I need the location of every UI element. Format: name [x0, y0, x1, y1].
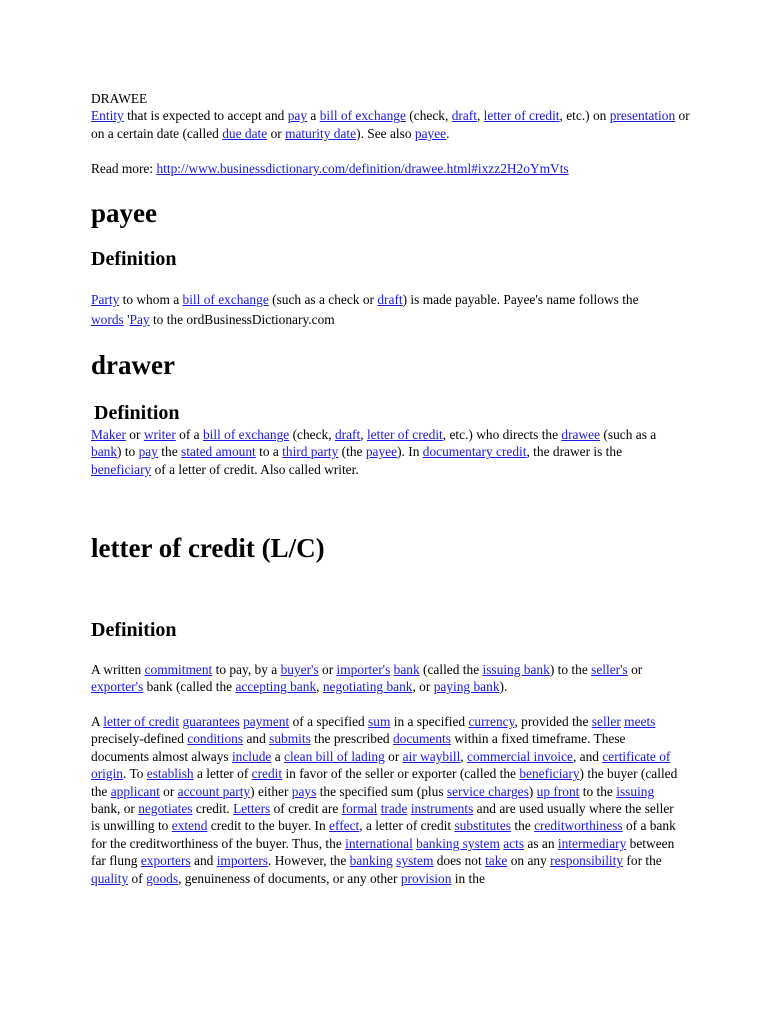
term-link[interactable]: payee [365, 444, 398, 460]
term-link[interactable]: responsibility [550, 853, 624, 869]
term-link[interactable]: seller [591, 714, 621, 729]
body-text: , [360, 427, 367, 442]
term-link[interactable]: certificate of origin [91, 748, 671, 782]
payee-definition-label: Definition [91, 248, 177, 270]
term-link[interactable]: payee [414, 125, 447, 141]
body-text: credit. [192, 801, 234, 817]
term-link[interactable]: paying bank [433, 679, 500, 695]
term-link[interactable]: establish [146, 766, 194, 782]
term-link[interactable]: acts [503, 835, 525, 851]
loc-heading: letter of credit (L/C) [91, 533, 325, 563]
drawee-section [91, 90, 691, 142]
term-link[interactable]: bank [393, 662, 420, 677]
payee-section [91, 290, 651, 330]
body-text: A written [91, 662, 145, 677]
loc-definition-label: Definition [91, 619, 177, 641]
body-text: , [316, 679, 323, 695]
body-text: and [243, 731, 270, 747]
term-link[interactable]: negotiates [138, 801, 193, 817]
drawee-title: DRAWEE [91, 91, 148, 106]
body-text: in a specified [390, 714, 469, 729]
body-text: to the [579, 783, 617, 799]
read-more-label: Read more: [91, 161, 157, 176]
body-text: (check, [289, 427, 335, 442]
body-text: , or [412, 679, 434, 695]
term-link[interactable]: Maker [91, 427, 126, 442]
term-link[interactable]: applicant [110, 783, 160, 799]
term-link[interactable]: goods [146, 870, 179, 886]
body-text: ) the buyer (called the [91, 766, 678, 799]
body-text: . To [123, 766, 147, 782]
body-text: , [460, 748, 467, 764]
body-text: or [318, 662, 337, 677]
body-text: of [128, 870, 147, 886]
loc-section-2 [91, 713, 681, 887]
body-text: a letter of [193, 766, 252, 782]
term-link[interactable]: commitment [144, 662, 213, 677]
body-text: in favor of the seller or exporter (called the [282, 766, 520, 782]
term-link[interactable]: sum [368, 714, 391, 729]
body-text: ) either [250, 783, 292, 799]
term-link[interactable]: conditions [187, 731, 244, 747]
term-link[interactable]: words [91, 312, 124, 327]
body-text: does not [433, 853, 486, 869]
term-link[interactable]: Letters [233, 801, 271, 817]
term-link[interactable]: Party [91, 292, 120, 307]
term-link[interactable]: documents [392, 731, 451, 747]
body-text: (such as a check or [268, 292, 378, 307]
term-link[interactable]: beneficiary [519, 766, 580, 782]
payee-heading: payee [91, 198, 157, 228]
term-link[interactable]: clean bill of lading [284, 748, 385, 764]
term-link[interactable]: letter of credit [103, 714, 180, 729]
body-text: of a letter of credit. Also called writer. [151, 461, 359, 477]
body-text: for the [623, 853, 662, 869]
term-link[interactable]: system [396, 853, 434, 869]
term-link[interactable]: maturity date [285, 125, 357, 141]
term-link[interactable]: guarantees [182, 714, 240, 729]
term-link[interactable]: take [485, 853, 508, 869]
body-text: of a specified [289, 714, 369, 729]
term-link[interactable]: payment [243, 714, 290, 729]
body-text: or [125, 427, 144, 442]
term-link[interactable]: up front [536, 783, 580, 799]
drawer-definition [91, 426, 681, 478]
body-text: within a fixed timeframe. These documents almost always [91, 731, 626, 764]
term-link[interactable]: seller's [591, 662, 628, 677]
body-text: or [627, 662, 643, 677]
term-link[interactable]: bill of exchange [182, 292, 269, 307]
term-link[interactable]: commercial invoice [467, 748, 573, 764]
body-text: the [511, 818, 535, 834]
body-text: the prescribed [310, 731, 393, 747]
body-text: . However, the [268, 853, 350, 869]
body-text: on any [507, 853, 551, 869]
term-link[interactable]: trade [380, 801, 408, 817]
term-link[interactable]: Entity [91, 108, 124, 124]
term-link[interactable]: effect [329, 818, 360, 834]
body-text: , etc.) on [559, 108, 610, 124]
term-link[interactable]: issuing [616, 783, 655, 799]
body-text: ). [499, 679, 508, 695]
read-more-line [91, 160, 691, 177]
term-link[interactable]: pays [291, 783, 317, 799]
body-text: ). See also [356, 125, 415, 141]
body-text: , genuineness of documents, or any other [178, 870, 401, 886]
term-link[interactable]: submits [269, 731, 311, 747]
body-text: ) is made payable. Payee's name follows the [402, 292, 639, 307]
term-link[interactable]: drawee [561, 427, 601, 442]
term-link[interactable]: intermediary [557, 835, 627, 851]
term-link[interactable]: bill of exchange [202, 427, 290, 442]
body-text: and are used usually where the seller is unwilling to [91, 801, 674, 834]
term-link[interactable]: currency [468, 714, 515, 729]
body-text: to whom a [119, 292, 183, 307]
body-text: . [446, 125, 450, 141]
body-text: ' [123, 312, 130, 327]
term-link[interactable]: beneficiary [91, 461, 152, 477]
term-link[interactable]: negotiating bank [322, 679, 413, 695]
body-text: of a [175, 427, 203, 442]
body-text: the [157, 444, 182, 460]
body-text: or on a certain date (called [91, 108, 690, 141]
term-link[interactable]: exporters [140, 853, 191, 869]
term-link[interactable]: banking [349, 853, 393, 869]
term-link[interactable]: importer's [336, 662, 391, 677]
term-link[interactable]: creditworthiness [534, 818, 623, 834]
drawer-section [91, 426, 681, 478]
body-text: (the [338, 444, 366, 460]
term-link[interactable]: quality [91, 870, 129, 886]
term-link[interactable]: third party [282, 444, 339, 460]
term-link[interactable]: bank [91, 444, 118, 460]
body-text: , a letter of credit [359, 818, 455, 834]
term-link[interactable]: letter of credit [483, 108, 560, 124]
term-link[interactable]: buyer's [280, 662, 319, 677]
body-text: in the [451, 870, 485, 886]
payee-definition [91, 290, 651, 330]
term-link[interactable]: pay [138, 444, 158, 460]
body-text: bank (called the [143, 679, 236, 695]
term-link[interactable]: include [231, 748, 272, 764]
body-text: precisely-defined [91, 731, 188, 747]
term-link[interactable]: Pay [129, 312, 150, 327]
body-text: ) [528, 783, 537, 799]
body-text: , provided the [514, 714, 592, 729]
term-link[interactable]: accepting bank [235, 679, 317, 695]
body-text: a [307, 108, 320, 124]
body-text: or [159, 783, 178, 799]
body-text: to pay, by a [212, 662, 281, 677]
term-link[interactable]: meets [624, 714, 656, 729]
body-text: , etc.) who directs the [442, 427, 562, 442]
body-text: to the ordBusinessDictionary.com [149, 312, 335, 327]
term-link[interactable]: documentary credit [422, 444, 527, 460]
term-link[interactable]: stated amount [181, 444, 256, 460]
term-link[interactable]: bill of exchange [319, 108, 406, 124]
body-text: ) to [117, 444, 139, 460]
body-text: , and [572, 748, 603, 764]
body-text: (such as a [600, 427, 657, 442]
term-link[interactable]: due date [222, 125, 268, 141]
drawer-definition-label: Definition [94, 402, 180, 424]
term-link[interactable]: formal [341, 801, 378, 817]
term-link[interactable]: service charges [446, 783, 529, 799]
loc-paragraph-1 [91, 661, 671, 696]
body-text: of a bank for the creditworthiness of the buyer. Thus, the [91, 818, 676, 851]
term-link[interactable]: account party [177, 783, 251, 799]
term-link[interactable]: air waybill [402, 748, 461, 764]
term-link[interactable]: importers [216, 853, 269, 869]
body-text: ) to the [549, 662, 592, 677]
drawer-heading: drawer [91, 350, 175, 380]
body-text: (check, [405, 108, 452, 124]
read-more-link[interactable]: http://www.businessdictionary.com/definition/drawee.html#ixzz2H2oYmVts [156, 161, 569, 176]
term-link[interactable]: exporter's [91, 679, 144, 695]
term-link[interactable]: provision [400, 870, 452, 886]
term-link[interactable]: draft [377, 292, 403, 307]
body-text: as an [524, 835, 558, 851]
body-text: (called the [419, 662, 483, 677]
body-text: , [476, 108, 484, 124]
body-text: that is expected to accept and [123, 108, 288, 124]
term-link[interactable]: international [345, 835, 413, 851]
term-link[interactable]: draft [334, 427, 361, 442]
body-text: or [384, 748, 403, 764]
term-link[interactable]: credit [251, 766, 283, 782]
loc-paragraph-2 [91, 713, 681, 887]
body-text: A [91, 714, 104, 729]
body-text: ). In [397, 444, 423, 460]
term-link[interactable]: extend [171, 818, 208, 834]
drawee-definition [91, 107, 691, 142]
body-text: between far flung [91, 835, 675, 869]
term-link[interactable]: substitutes [454, 818, 512, 834]
body-text: bank, or [91, 801, 139, 817]
term-link[interactable]: writer [143, 427, 176, 442]
body-text: , the drawer is the [526, 444, 623, 460]
term-link[interactable]: instruments [410, 801, 474, 817]
body-text: a [271, 748, 285, 764]
body-text: to a [255, 444, 283, 460]
body-text: credit to the buyer. In [207, 818, 330, 834]
body-text: and [190, 853, 217, 869]
term-link[interactable]: draft [451, 108, 477, 124]
term-link[interactable]: pay [287, 108, 308, 124]
term-link[interactable]: presentation [609, 108, 676, 124]
body-text: of credit are [270, 801, 342, 817]
term-link[interactable]: banking system [416, 835, 500, 851]
term-link[interactable]: letter of credit [366, 427, 443, 442]
loc-section-1 [91, 661, 671, 696]
body-text: or [267, 125, 286, 141]
body-text: the specified sum (plus [316, 783, 447, 799]
term-link[interactable]: issuing bank [482, 662, 550, 677]
